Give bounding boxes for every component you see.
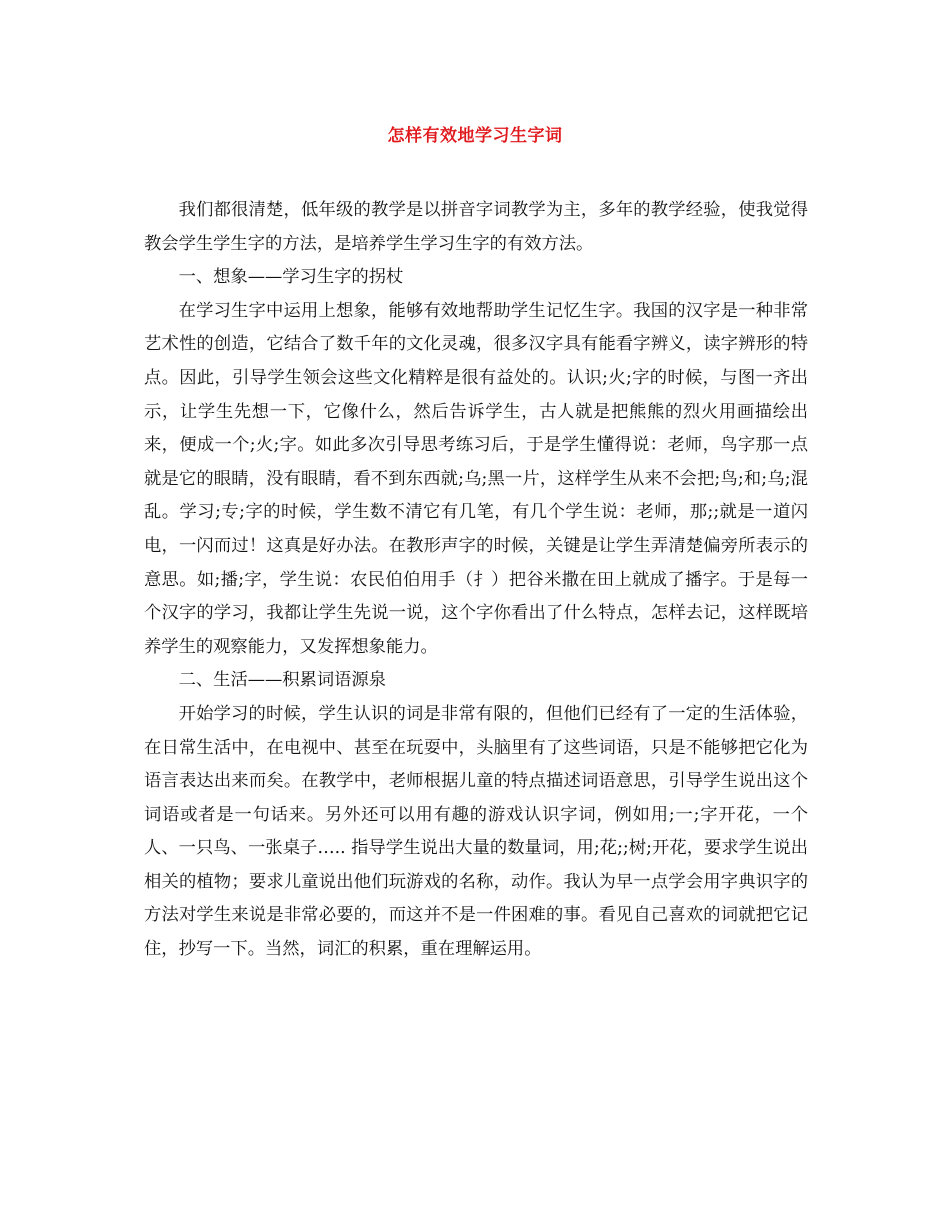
paragraph-intro: 我们都很清楚，低年级的教学是以拼音字词教学为主，多年的教学经验，使我觉得教会学生学生字的方法，是培养学生学习生字的有效方法。: [144, 200, 808, 254]
paragraph-life: 开始学习的时候，学生认识的词是非常有限的，但他们已经有了一定的生活体验，在日常生活中，在电视中、甚至在玩耍中，头脑里有了这些词语，只是不能够把它化为语言表达出来而矣。在教学中，老师根据儿童的特点描述词语意思，引导学生说出这个词语或者是一句话来。另外还可以用有趣的游戏认识字词，例如用;一;字开花，一个人、一只鸟、一张桌子….. 指导学生说出大量的数量词，用;花;;树;开花，要求学生说出相关的植物；要求儿童说出他们玩游戏的名称，动作。我认为早一点学会用字典识字的方法对学生来说是非常必要的，而这并不是一件困难的事。看见自己喜欢的词就把它记住，抄写一下。当然，词汇的积累，重在理解运用。: [144, 703, 808, 960]
document-title: 怎样有效地学习生字词: [387, 126, 563, 146]
document-body: [144, 194, 808, 967]
section-heading-imagination: 一、想象——学习生字的拐杖: [178, 267, 404, 288]
section-heading-life: 二、生活——积累词语源泉: [178, 670, 386, 691]
paragraph-imagination: 在学习生字中运用上想象，能够有效地帮助学生记忆生字。我国的汉字是一种非常艺术性的创造，它结合了数千年的文化灵魂，很多汉字具有能看字辨义，读字辨形的特点。因此，引导学生领会这些文化精粹是很有益处的。认识;火;字的时候，与图一齐出示，让学生先想一下，它像什么，然后告诉学生，古人就是把熊熊的烈火用画描绘出来，便成一个;火;字。如此多次引导思考练习后，于是学生懂得说：老师，鸟字那一点就是它的眼睛，没有眼睛，看不到东西就;乌;黑一片，这样学生从来不会把;鸟;和;乌;混乱。学习;专;字的时候，学生数不清它有几笔，有几个学生说：老师，那;;就是一道闪电，一闪而过！这真是好办法。在教形声字的时候，关键是让学生弄清楚偏旁所表示的意思。如;播;字，学生说：农民伯伯用手（扌）把谷米撒在田上就成了播字。于是每一个汉字的学习，我都让学生先说一说，这个字你看出了什么特点，怎样去记，这样既培养学生的观察能力，又发挥想象能力。: [144, 300, 808, 657]
